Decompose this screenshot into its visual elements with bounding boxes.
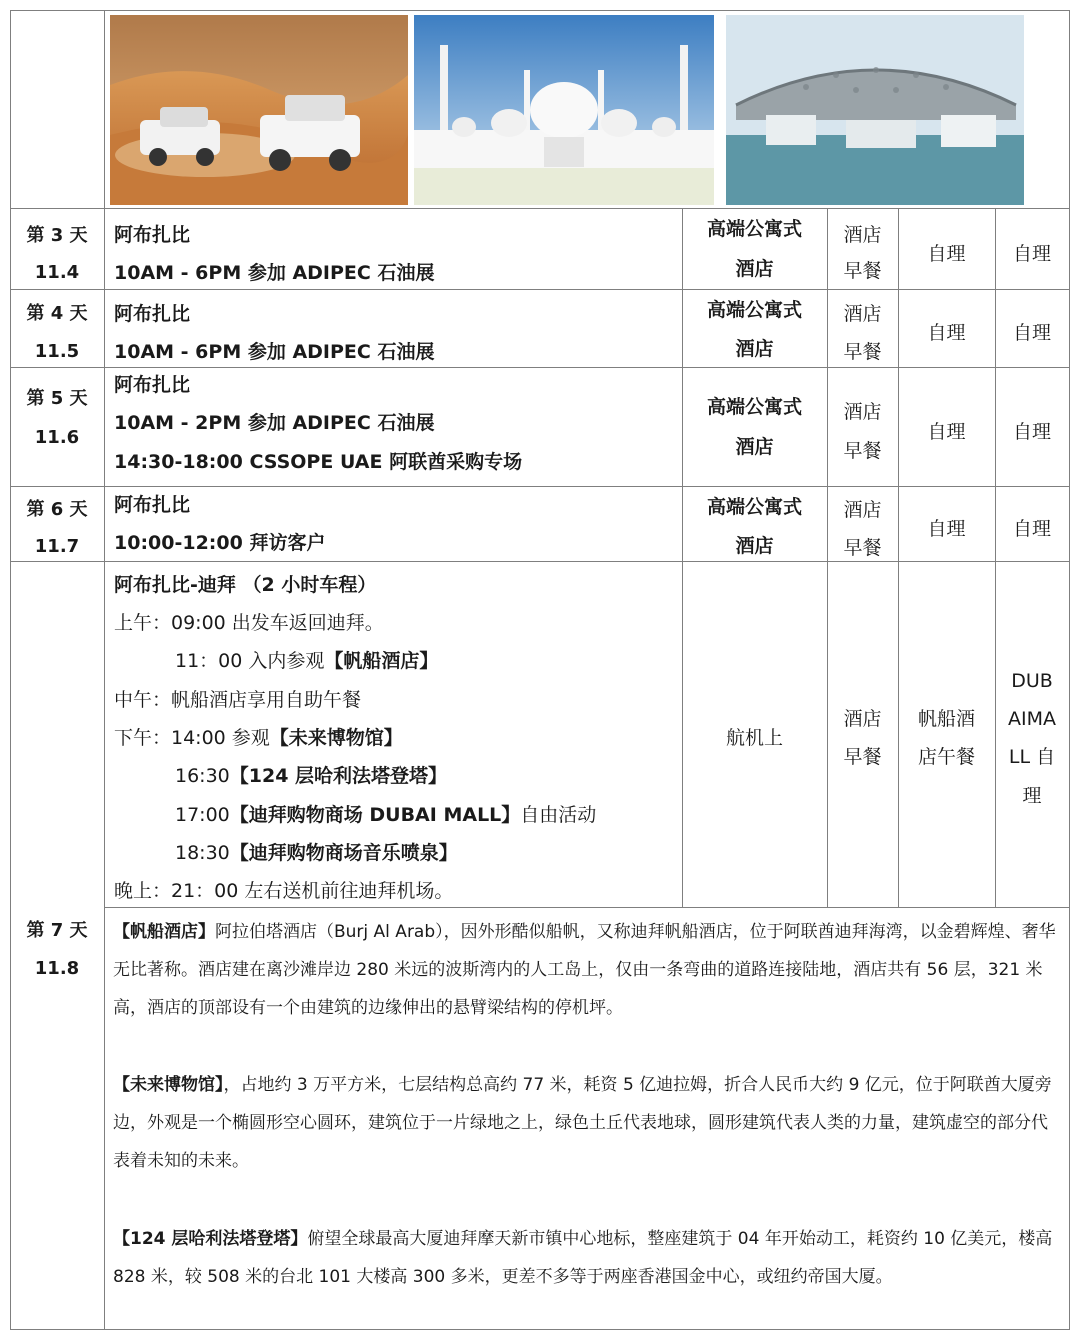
hotel-line: 高端公寓式 bbox=[706, 396, 802, 418]
lunch-cell: 自理 bbox=[927, 322, 966, 344]
city-line: 阿布扎比 bbox=[114, 303, 191, 325]
dinner-cell: 自理 bbox=[1012, 518, 1051, 540]
route-heading: 阿布扎比-迪拜 （2 小时车程） bbox=[114, 574, 377, 596]
schedule-highlight: 【帆船酒店】 bbox=[324, 650, 439, 672]
dinner-line: LL 自 bbox=[1008, 746, 1056, 768]
schedule-text: 18:30 bbox=[175, 842, 230, 864]
hotel-line: 酒店 bbox=[735, 535, 774, 557]
attraction-note bbox=[113, 1066, 1058, 1180]
schedule-highlight: 【迪拜购物商场 DUBAI MALL】 bbox=[229, 804, 521, 826]
schedule-text: 16:30 bbox=[175, 765, 230, 787]
note-title: 【未来博物馆】 bbox=[113, 1075, 224, 1095]
schedule-highlight: 【迪拜购物商场音乐喷泉】 bbox=[229, 842, 458, 864]
breakfast-line: 早餐 bbox=[843, 341, 882, 363]
note-title: 【帆船酒店】 bbox=[113, 922, 215, 942]
louvre-abu-dhabi-photo bbox=[726, 15, 1024, 205]
city-line: 阿布扎比 bbox=[114, 224, 191, 246]
dinner-cell: 自理 bbox=[1012, 421, 1051, 443]
day-label: 第 4 天 bbox=[26, 303, 88, 324]
schedule-line bbox=[114, 681, 361, 719]
day-label: 第 3 天 bbox=[26, 225, 88, 246]
schedule-line bbox=[175, 642, 438, 680]
lunch-cell: 自理 bbox=[927, 518, 966, 540]
attraction-note bbox=[113, 913, 1058, 1027]
note-text: 俯望全球最高大厦迪拜摩天新市镇中心地标，整座建筑于 04 年开始动工，耗资约 10 亿美元，楼高 828 米，较 508 米的台北 101 大楼高 300 多米，更差不多等于两座香港国金中心，或纽约帝国大厦。 bbox=[113, 1229, 1053, 1287]
breakfast-line: 早餐 bbox=[843, 537, 882, 559]
city-line: 阿布扎比 bbox=[114, 494, 191, 516]
lunch-cell: 自理 bbox=[927, 243, 966, 265]
activity-line: 10AM - 2PM 参加 ADIPEC 石油展 bbox=[114, 412, 435, 434]
breakfast-line: 早餐 bbox=[843, 746, 882, 768]
itinerary-table bbox=[10, 10, 1070, 1330]
schedule-line bbox=[114, 872, 453, 910]
schedule-text: 11：00 入内参观 bbox=[175, 650, 325, 672]
schedule-text: 下午：14:00 参观 bbox=[114, 727, 270, 749]
day-date: 11.5 bbox=[34, 341, 80, 362]
hotel-line: 酒店 bbox=[735, 436, 774, 458]
schedule-highlight: 【未来博物馆】 bbox=[269, 727, 403, 749]
dinner-line: DUB bbox=[1011, 670, 1053, 692]
dinner-line: AIMA bbox=[1008, 708, 1056, 730]
breakfast-line: 早餐 bbox=[843, 260, 882, 282]
hotel-line: 高端公寓式 bbox=[706, 218, 802, 240]
schedule-text: 中午：帆船酒店享用自助午餐 bbox=[114, 689, 362, 711]
hotel-line: 高端公寓式 bbox=[706, 496, 802, 518]
day-label: 第 7 天 bbox=[26, 920, 88, 941]
hotel-cell: 航机上 bbox=[725, 727, 783, 749]
day-date: 11.7 bbox=[34, 536, 80, 557]
schedule-line bbox=[175, 757, 447, 795]
attraction-note bbox=[113, 1220, 1058, 1296]
day-date: 11.4 bbox=[34, 262, 80, 283]
schedule-line bbox=[175, 834, 458, 872]
activity-line: 10AM - 6PM 参加 ADIPEC 石油展 bbox=[114, 341, 435, 363]
hotel-line: 高端公寓式 bbox=[706, 299, 802, 321]
schedule-highlight: 【124 层哈利法塔登塔】 bbox=[229, 765, 448, 787]
schedule-line bbox=[175, 796, 596, 834]
note-text: ，占地约 3 万平方米，七层结构总高约 77 米，耗资 5 亿迪拉姆，折合人民币大约 9 亿元，位于阿联酋大厦旁边，外观是一个椭圆形空心圆环，建筑位于一片绿地之上，绿色土丘代表地球，圆形建筑代表人类的力量，建筑虚空的部分代表着未知的未来。 bbox=[113, 1075, 1052, 1171]
schedule-text: 自由活动 bbox=[520, 804, 597, 826]
breakfast-line: 酒店 bbox=[843, 224, 882, 246]
schedule-line bbox=[114, 719, 403, 757]
breakfast-line: 酒店 bbox=[843, 499, 882, 521]
hotel-line: 酒店 bbox=[735, 258, 774, 280]
lunch-line: 帆船酒 bbox=[917, 708, 975, 730]
day-label: 第 5 天 bbox=[26, 388, 88, 409]
activity-line: 10:00-12:00 拜访客户 bbox=[114, 532, 326, 554]
dinner-cell: 自理 bbox=[1012, 243, 1051, 265]
note-text: 阿拉伯塔酒店（Burj Al Arab），因外形酷似船帆，又称迪拜帆船酒店，位于阿联酋迪拜海湾，以金碧辉煌、奢华无比著称。酒店建在离沙滩岸边 280 米远的波斯湾内的人工岛上，仅由一条弯曲的道路连接陆地，酒店共有 56 层，321 米高，酒店的顶部设有一个由建筑的边缘伸出的悬臂梁结构的停机坪。 bbox=[113, 922, 1056, 1018]
breakfast-line: 酒店 bbox=[843, 303, 882, 325]
note-title: 【124 层哈利法塔登塔】 bbox=[113, 1229, 308, 1249]
day-date: 11.8 bbox=[34, 958, 80, 979]
schedule-text: 上午：09:00 出发车返回迪拜。 bbox=[114, 612, 384, 634]
breakfast-line: 酒店 bbox=[843, 708, 882, 730]
day-label: 第 6 天 bbox=[26, 499, 88, 520]
activity-line: 14:30-18:00 CSSOPE UAE 阿联酋采购专场 bbox=[114, 451, 523, 473]
schedule-text: 17:00 bbox=[175, 804, 230, 826]
breakfast-line: 早餐 bbox=[843, 440, 882, 462]
grand-mosque-photo bbox=[414, 15, 714, 205]
desert-safari-photo bbox=[110, 15, 408, 205]
dinner-line: 理 bbox=[1022, 785, 1042, 807]
day-date: 11.6 bbox=[34, 427, 80, 448]
activity-line: 10AM - 6PM 参加 ADIPEC 石油展 bbox=[114, 262, 435, 284]
schedule-text: 晚上：21：00 左右送机前往迪拜机场。 bbox=[114, 880, 454, 902]
lunch-cell: 自理 bbox=[927, 421, 966, 443]
city-line: 阿布扎比 bbox=[114, 374, 191, 396]
schedule-line bbox=[114, 604, 384, 642]
lunch-line: 店午餐 bbox=[917, 746, 975, 768]
breakfast-line: 酒店 bbox=[843, 401, 882, 423]
hotel-line: 酒店 bbox=[735, 338, 774, 360]
dinner-cell: 自理 bbox=[1012, 322, 1051, 344]
